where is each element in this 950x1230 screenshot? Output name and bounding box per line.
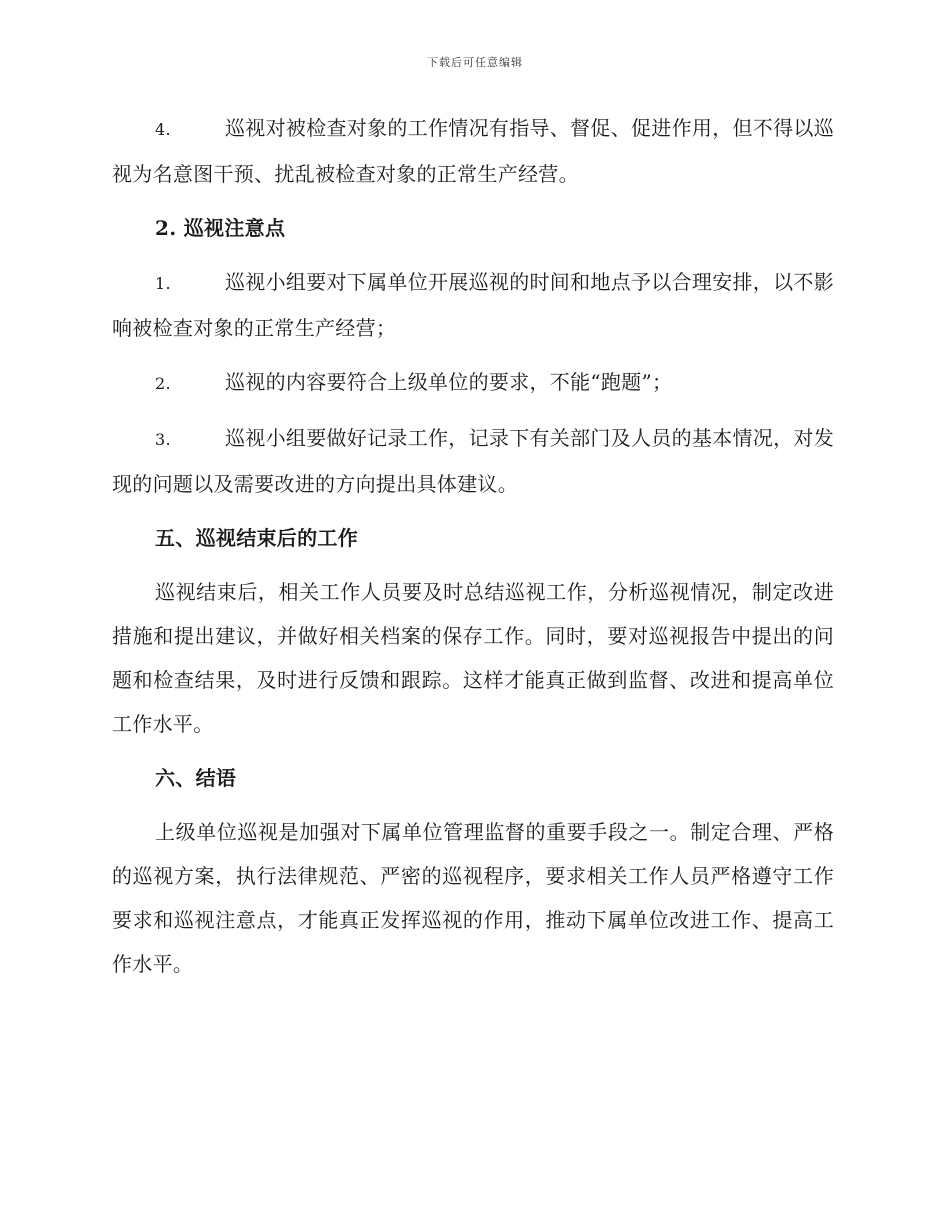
list-item-note-3 [112,416,834,506]
section-heading-six: 六、结语 [155,766,237,790]
section-heading-five: 五、巡视结束后的工作 [155,526,358,550]
paragraph-six: 上级单位巡视是加强对下属单位管理监督的重要手段之一。制定合理、严格的巡视方案，执行法律规范、严密的巡视程序，要求相关工作人员严格遵守工作要求和巡视注意点，才能真正发挥巡视的作用，推动下属单位改进工作、提高工作水平。 [112,820,834,976]
list-item-text: 巡视对被检查对象的工作情况有指导、督促、促进作用，但不得以巡视为名意图干预、扰乱被检查对象的正常生产经营。 [112,116,834,186]
list-item-text: 巡视的内容要符合上级单位的要求，不能“跑题”； [225,370,673,394]
list-item-number: 1. [155,274,171,293]
list-item-text: 巡视小组要做好记录工作，记录下有关部门及人员的基本情况，对发现的问题以及需要改进的方向提出具体建议。 [112,426,834,496]
list-item-number: 3. [155,430,171,449]
list-item-number: 2. [155,374,171,393]
list-item-note-2 [112,360,834,406]
list-item-number: 4. [155,120,171,139]
list-item-text: 巡视小组要对下属单位开展巡视的时间和地点予以合理安排，以不影响被检查对象的正常生产经营； [112,270,834,340]
paragraph-five: 巡视结束后，相关工作人员要及时总结巡视工作，分析巡视情况，制定改进措施和提出建议，并做好相关档案的保存工作。同时，要对巡视报告中提出的问题和检查结果，及时进行反馈和跟踪。这样才能真正做到监督、改进和提高单位工作水平。 [112,580,834,736]
list-item-4 [112,106,834,196]
section-heading-notes: 2. 巡视注意点 [155,216,286,240]
header-note: 下载后可任意编辑 [427,56,523,69]
document-body [112,106,834,996]
list-item-note-1 [112,260,834,350]
